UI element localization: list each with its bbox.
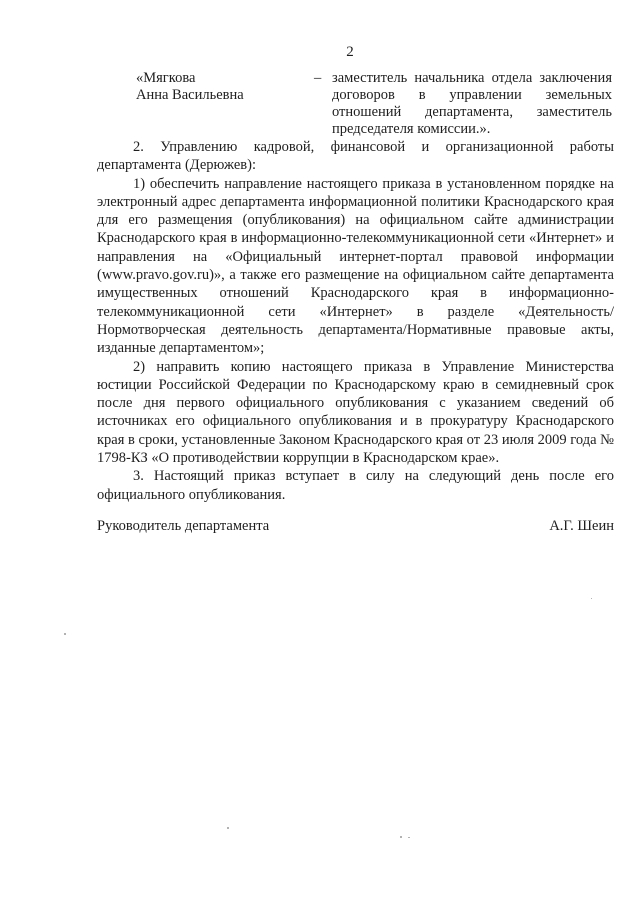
scan-speck (591, 598, 592, 599)
signatory-position: Руководитель департамента (97, 518, 270, 534)
scan-speck (227, 827, 229, 829)
paragraph-item-3: 3. Настоящий приказ вступает в силу на следующий день после его официального опубликования. (97, 468, 614, 503)
member-dash: – (314, 70, 322, 86)
member-surname: «Мягкова (136, 70, 196, 86)
page-number: 2 (346, 44, 354, 60)
member-name (136, 70, 296, 104)
scan-speck (64, 633, 66, 635)
paragraph-subitem-1: 1) обеспечить направление настоящего приказа в установленном порядке на электронный адрес департамента информационной политики Краснодарского края для его размещения (опубликования) на официальном сайте администрации Краснодарского края в информационно-телекоммуникационной сети «Интернет» и направления на «Официальный интернет-портал правовой информации (www.pravo.gov.ru)», а также его размещение на официальном сайте департамента имущественных отношений Краснодарского края в информационно-телекоммуникационной сети «Интернет» в разделе «Деятельность/Нормотворческая деятельность департамента/Нормативные правовые акты, изданные департаментом»; (97, 175, 614, 357)
paragraph-item-2: 2. Управлению кадровой, финансовой и организационной работы департамента (Дерюжев): (97, 139, 614, 174)
scan-speck (408, 837, 410, 838)
document-body (97, 138, 614, 504)
paragraph-subitem-2: 2) направить копию настоящего приказа в Управление Министерства юстиции Российской Федерации по Краснодарскому краю в семидневный срок после дня первого официального опубликования с указанием сведений об источниках его официального опубликования и в прокуратуру Краснодарского края в сроки, установленные Законом Краснодарского края от 23 июля 2009 года № 1798-КЗ «О противодействии коррупции в Краснодарском крае». (97, 358, 614, 467)
member-role: заместитель начальника отдела заключения договоров в управлении земельных отношений департамента, заместитель председателя комиссии.». (332, 70, 612, 137)
scan-speck (400, 836, 402, 838)
signatory-name: А.Г. Шеин (549, 518, 614, 534)
member-given-names: Анна Васильевна (136, 87, 244, 103)
